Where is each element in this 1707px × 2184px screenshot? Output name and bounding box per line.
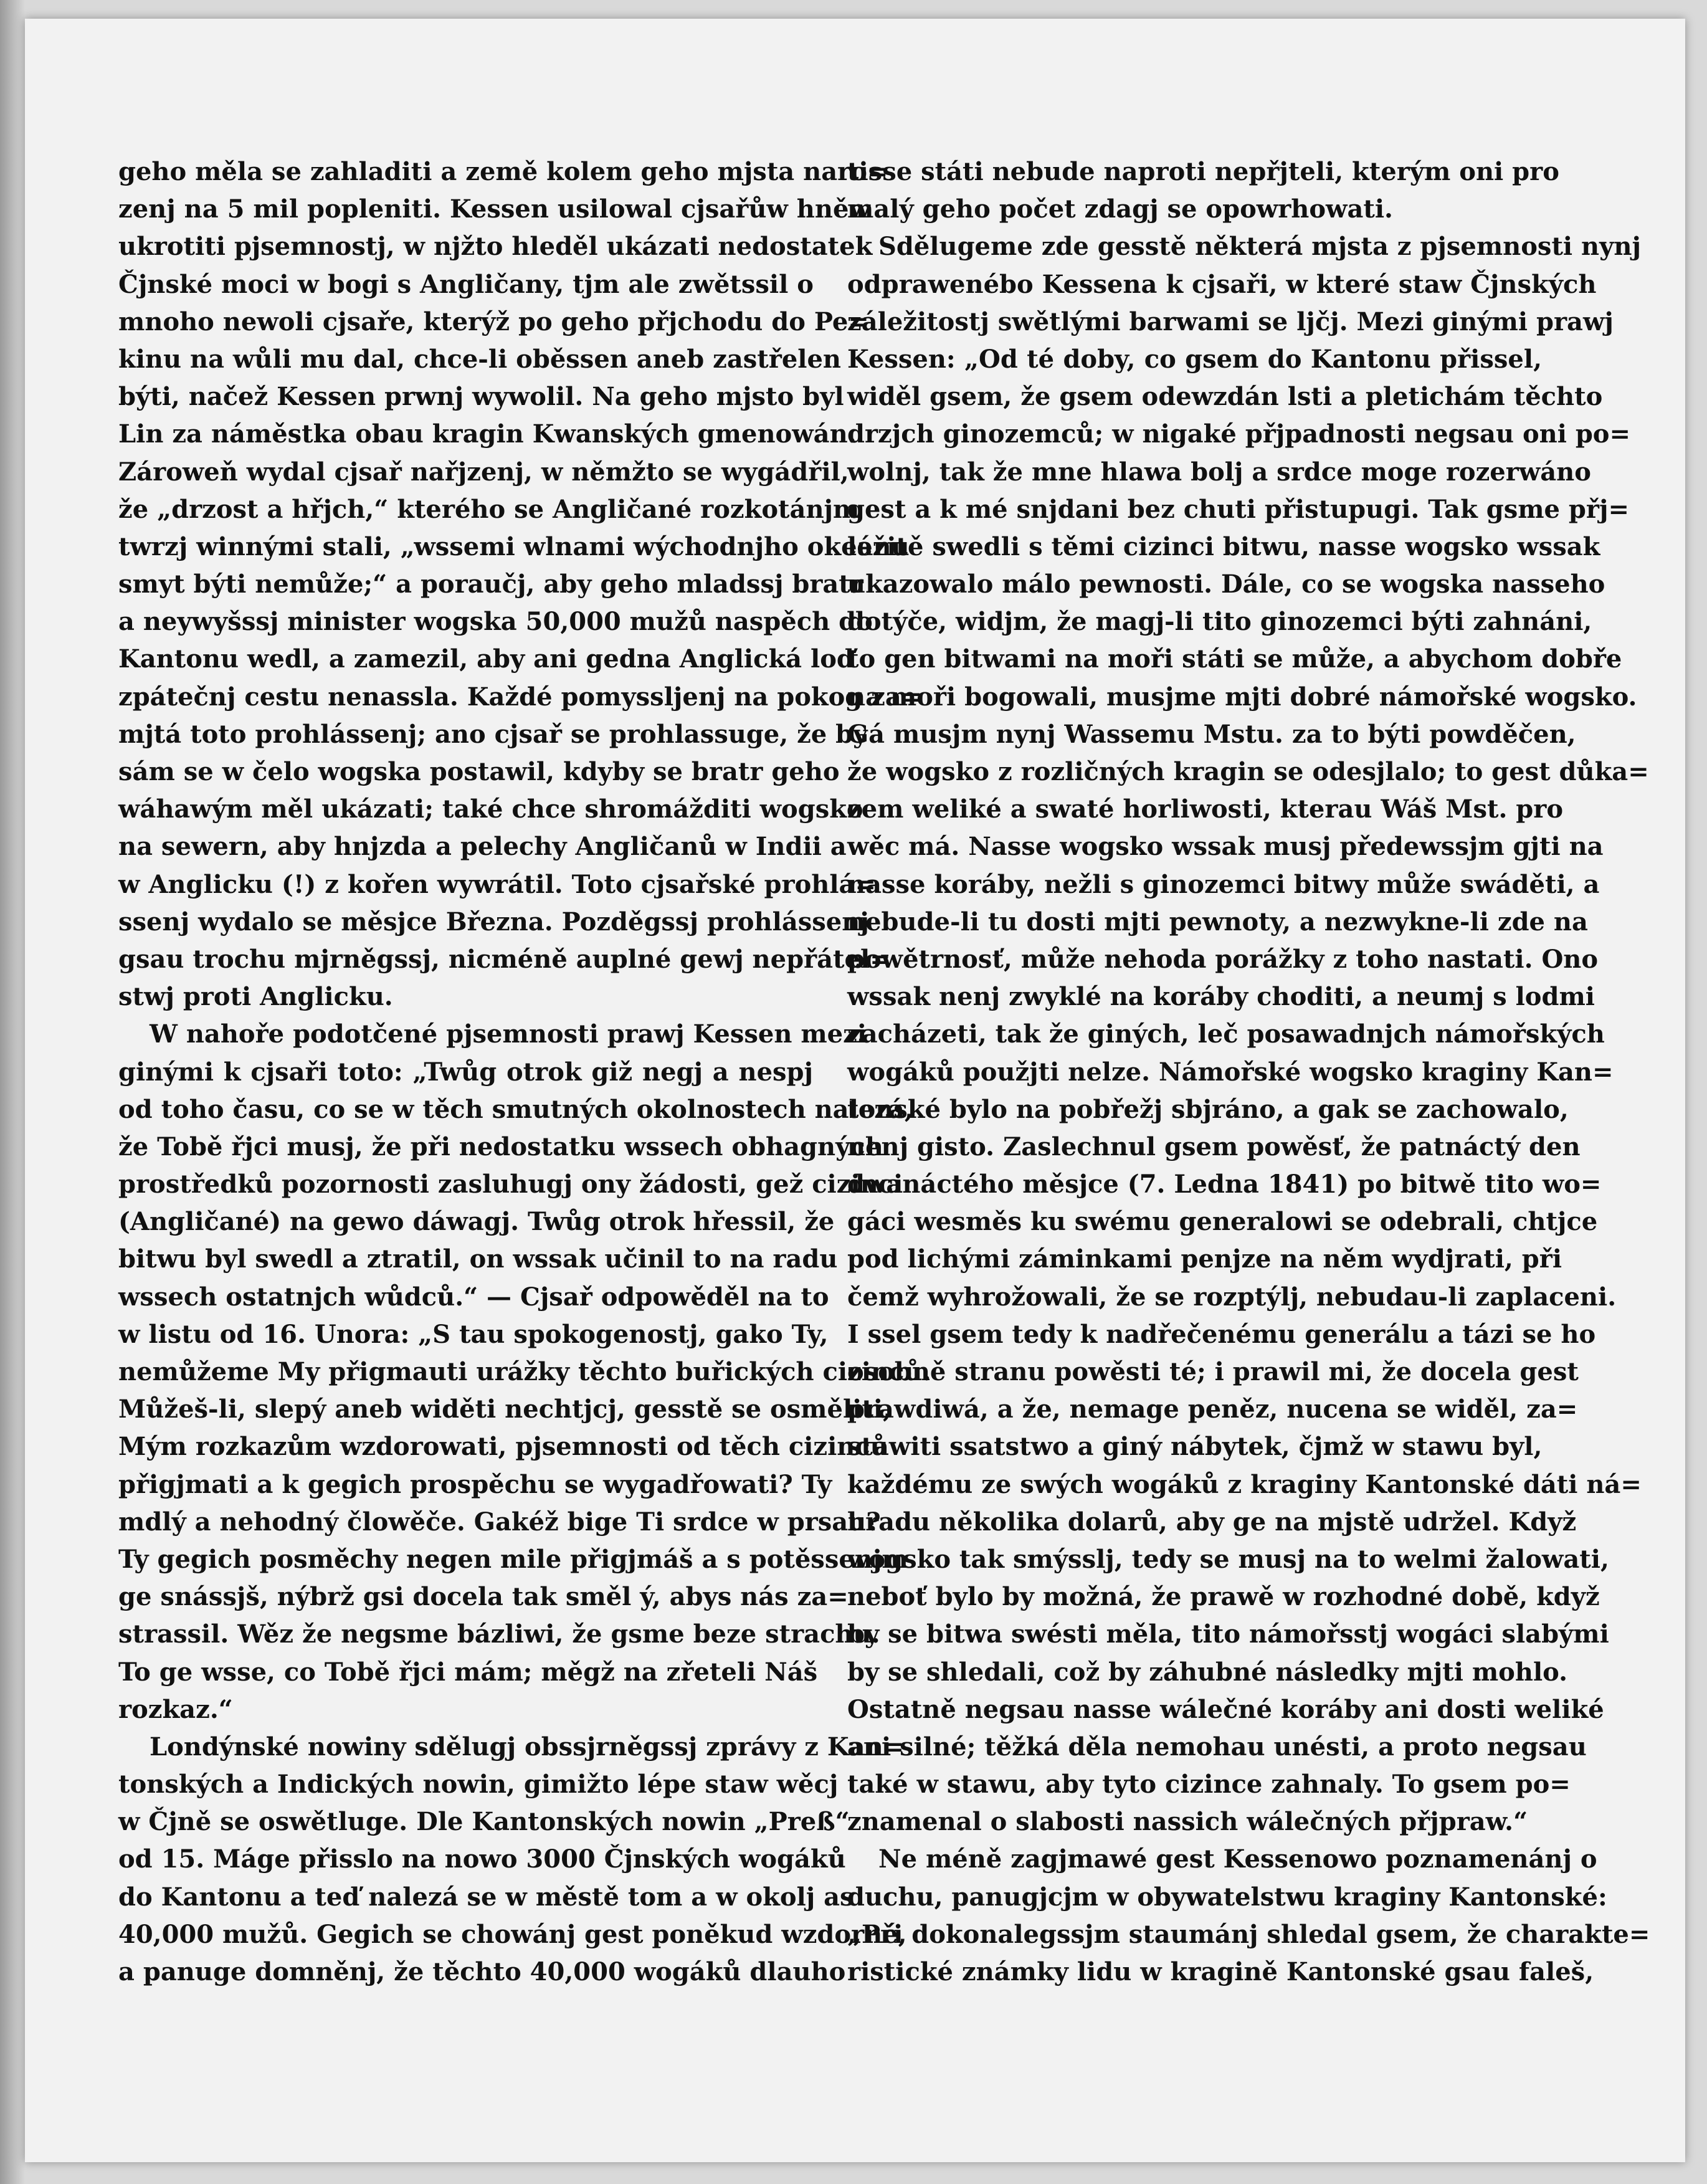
text-line: ristické známky lidu w kragině Kantonské gsau faleš, — [847, 1957, 1594, 1986]
text-line: na sewern, aby hnjzda a pelechy Angličanů w Indii a — [118, 832, 847, 862]
text-line: osobně stranu powěsti té; i prawil mi, že docela gest — [847, 1357, 1579, 1386]
text-line: od toho času, co se w těch smutných okolnostech nalezá, — [118, 1094, 913, 1124]
text-line: a panuge domněnj, že těchto 40,000 wogáků dlauho — [118, 1957, 846, 1986]
document-page — [25, 19, 1685, 2162]
text-line: stwj proti Anglicku. — [118, 982, 393, 1012]
text-line: mjtá toto prohlássenj; ano cjsař se prohlassuge, že by — [118, 719, 868, 749]
text-line: ginými k cjsaři toto: „Twůg otrok giž negj a nespj — [118, 1057, 813, 1087]
text-line: dotýče, widjm, že magj-li tito ginozemci býti zahnáni, — [847, 607, 1592, 637]
text-line: by se bitwa swésti měla, tito námořsstj wogáci slabými — [847, 1619, 1609, 1649]
text-line: Lin za náměstka obau kragin Kwanských gmenowán. — [118, 419, 857, 449]
text-line: gáci wesměs ku swému generalowi se odebrali, chtjce — [847, 1207, 1598, 1237]
text-line: wáhawým měl ukázati; také chce shromážditi wogsko — [118, 794, 863, 824]
text-line: w Anglicku (!) z kořen wywrátil. Toto cjsařské prohlá= — [118, 869, 876, 899]
text-line: Gá musjm nynj Wassemu Mstu. za to býti powděčen, — [847, 719, 1576, 749]
text-line: wssech ostatnjch wůdců.“ — Cjsař odpowěděl na to — [118, 1282, 829, 1312]
text-line: wogáků použjti nelze. Námořské wogsko kraginy Kan= — [847, 1057, 1614, 1087]
text-line: hradu několika dolarů, aby ge na mjstě udržel. Když — [847, 1507, 1577, 1537]
text-line: by se shledali, což by záhubné následky mjti mohlo. — [847, 1657, 1568, 1687]
text-line: Ty gegich posměchy negen mile přigjmáš a s potěssenjm — [118, 1544, 908, 1574]
text-line: ukrotiti pjsemnostj, w njžto hleděl ukázati nedostatek — [118, 232, 873, 262]
text-line: znamenal o slabosti nassich wálečných přjpraw.“ — [847, 1807, 1528, 1837]
text-line: 40,000 mužů. Gegich se chowánj gest poněkud wzdorné, — [118, 1919, 907, 1949]
text-line: zenj na 5 mil popleniti. Kessen usilowal cjsařůw hněw — [118, 194, 870, 224]
text-line: a neywyšssj minister wogska 50,000 mužů naspěch do — [118, 607, 873, 637]
text-line: do Kantonu a teď nalezá se w městě tom a w okolj as — [118, 1882, 854, 1912]
right-text-column — [847, 153, 1650, 1991]
text-line: (Angličané) na gewo dáwagj. Twůg otrok hřessil, že — [118, 1207, 835, 1237]
text-line: nemůžeme My přigmauti urážky těchto buřických cizinců. — [118, 1357, 931, 1386]
text-line: smyt býti nemůže;“ a poraučj, aby geho mladssj bratr — [118, 570, 863, 599]
text-line: wogsko tak smýsslj, tedy se musj na to welmi žalowati, — [847, 1544, 1609, 1574]
text-line: mdlý a nehodný člowěče. Gakéž bige Ti srdce w prsau? — [118, 1507, 881, 1537]
text-line: duchu, panugjcjm w obywatelstwu kraginy Kantonské: — [847, 1882, 1607, 1912]
text-line: bitwu byl swedl a ztratil, on wssak učinil to na radu — [118, 1244, 838, 1274]
text-line: Zároweň wydal cjsař nařjzenj, w němžto se wygádřil, — [118, 457, 849, 487]
text-line: malý geho počet zdagj se opowrhowati. — [847, 194, 1393, 224]
text-line: že wogsko z rozličných kragin se odesjlalo; to gest důka= — [847, 757, 1649, 786]
text-line: býti, načež Kessen prwnj wywolil. Na geho mjsto byl — [118, 382, 844, 412]
text-line: prostředků pozornosti zasluhugj ony žádosti, gež cizinci — [118, 1170, 903, 1199]
text-line: W nahoře podotčené pjsemnosti prawj Kessen mezi — [150, 1019, 867, 1049]
text-line: že „drzost a hřjch,“ kterého se Angličané rozkotánjm — [118, 494, 860, 524]
text-line: wolnj, tak že mne hlawa bolj a srdce moge rozerwáno — [847, 457, 1591, 487]
text-line: Londýnské nowiny sdělugj obssjrněgssj zprávy z Kan= — [150, 1732, 905, 1762]
text-line: Můžeš-li, slepý aneb widěti nechtjcj, gesstě se osměliti, — [118, 1395, 892, 1424]
text-line: nebude-li tu dosti mjti pewnoty, a nezwykne-li zde na — [847, 907, 1588, 937]
text-line: zacházeti, tak že giných, leč posawadnjch námořských — [847, 1019, 1605, 1049]
text-line: dwanáctého měsjce (7. Ledna 1841) po bitwě tito wo= — [847, 1170, 1602, 1199]
text-line: rozkaz.“ — [118, 1694, 233, 1724]
text-line: ssenj wydalo se měsjce Března. Pozděgssj prohlássenj — [118, 907, 869, 937]
text-line: „Při dokonalegssjm staumánj shledal gsem, že charakte= — [847, 1919, 1650, 1949]
text-line: wssak nenj zwyklé na koráby choditi, a neumj s lodmi — [847, 982, 1595, 1012]
text-line: každému ze swých wogáků z kraginy Kantonské dáti ná= — [847, 1469, 1642, 1499]
text-line: To ge wsse, co Tobě řjci mám; měgž na zřeteli Náš — [118, 1657, 818, 1687]
text-line: od 15. Máge přisslo na nowo 3000 Čjnských wogáků — [118, 1844, 846, 1874]
text-line: mnoho newoli cjsaře, kterýž po geho přjchodu do Pe= — [118, 307, 869, 336]
text-line: Kantonu wedl, a zamezil, aby ani gedna Anglická loď — [118, 644, 854, 674]
text-line: gsau trochu mjrněgssj, nicméně auplné gewj nepřátel= — [118, 944, 891, 974]
text-line: zem weliké a swaté horliwosti, kterau Wáš Mst. pro — [847, 794, 1564, 824]
text-line: ležitě swedli s těmi cizinci bitwu, nasse wogsko wssak — [847, 532, 1600, 561]
text-line: nasse koráby, nežli s ginozemci bitwy může swáděti, a — [847, 869, 1600, 899]
text-line: přigjmati a k gegich prospěchu se wygadřowati? Ty — [118, 1469, 832, 1499]
text-line: Sdělugeme zde gesstě některá mjsta z pjsemnosti nynj — [878, 232, 1641, 262]
text-line: stawiti ssatstwo a giný nábytek, čjmž w stawu byl, — [847, 1432, 1543, 1462]
text-line: Kessen: „Od té doby, co gsem do Kantonu přissel, — [847, 344, 1542, 374]
text-line: tisse státi nebude naproti nepřjteli, kterým oni pro — [847, 157, 1559, 186]
text-line: widěl gsem, že gsem odewzdán lsti a pletichám těchto — [847, 382, 1603, 412]
left-text-column — [118, 153, 931, 1991]
text-line: čemž wyhrožowali, že se rozptýlj, nebudau-li zaplaceni. — [847, 1282, 1617, 1312]
text-line: I ssel gsem tedy k nadřečenému generálu a tázi se ho — [847, 1319, 1596, 1349]
text-line: ukazowalo málo pewnosti. Dále, co se wogska nasseho — [847, 570, 1605, 599]
text-line: w listu od 16. Unora: „S tau spokogenostj, gako Ty, — [118, 1319, 829, 1349]
text-line: ge snássjš, nýbrž gsi docela tak směl ý, abys nás za= — [118, 1582, 849, 1612]
text-line: sám se w čelo wogska postawil, kdyby se bratr geho — [118, 757, 840, 786]
scan-left-edge — [0, 0, 25, 2184]
text-line: odprawenébo Kessena k cjsaři, w které staw Čjnských — [847, 269, 1597, 299]
text-line: neboť bylo by možná, že prawě w rozhodné době, když — [847, 1582, 1600, 1612]
text-line: pod lichými záminkami penjze na něm wydjrati, při — [847, 1244, 1562, 1274]
text-line: w Čjně se oswětluge. Dle Kantonských nowin „Preß“ — [118, 1807, 850, 1837]
text-line: Čjnské moci w bogi s Angličany, tjm ale zwětssil o — [118, 269, 814, 299]
text-line: záležitostj swětlými barwami se ljčj. Mezi ginými prawj — [847, 307, 1614, 336]
text-line: powětrnosť, může nehoda porážky z toho nastati. Ono — [847, 944, 1599, 974]
text-line: také w stawu, aby tyto cizince zahnaly. To gsem po= — [847, 1770, 1571, 1800]
text-line: Mým rozkazům wzdorowati, pjsemnosti od těch cizinců — [118, 1432, 888, 1462]
text-line: to gen bitwami na moři státi se může, a abychom dobře — [847, 644, 1622, 674]
text-line: na moři bogowali, musjme mjti dobré námořské wogsko. — [847, 682, 1637, 712]
text-line: geho měla se zahladiti a země kolem geho mjsta naro= — [118, 157, 888, 186]
text-line: tonských a Indických nowin, gimižto lépe staw wěcj — [118, 1770, 839, 1800]
text-line: Ostatně negsau nasse wálečné koráby ani dosti weliké — [847, 1694, 1604, 1724]
text-line: kinu na wůli mu dal, chce-li oběssen aneb zastřelen — [118, 344, 841, 374]
text-line: strassil. Wěz že negsme bázliwi, že gsme beze strachu. — [118, 1619, 880, 1649]
text-line: nenj gisto. Zaslechnul gsem powěsť, že patnáctý den — [847, 1132, 1581, 1161]
text-line: ani silné; těžká děla nemohau unésti, a proto negsau — [847, 1732, 1587, 1762]
text-line: Ne méně zagjmawé gest Kessenowo poznamenánj o — [878, 1844, 1597, 1874]
text-line: drzjch ginozemců; w nigaké přjpadnosti negsau oni po= — [847, 419, 1630, 449]
text-line: prawdiwá, a že, nemage peněz, nucena se widěl, za= — [847, 1395, 1578, 1424]
text-line: že Tobě řjci musj, že při nedostatku wssech obhagných — [118, 1132, 883, 1161]
text-line: gest a k mé snjdani bez chuti přistupugi. Tak gsme přj= — [847, 494, 1629, 524]
text-line: wěc má. Nasse wogsko wssak musj předewssjm gjti na — [847, 832, 1604, 862]
text-line: zpátečnj cestu nenassla. Každé pomyssljenj na pokog za= — [118, 682, 923, 712]
text-line: twrzj winnými stali, „wssemi wlnami wýchodnjho okeánu — [118, 532, 910, 561]
text-line: tonské bylo na pobřežj sbjráno, a gak se zachowalo, — [847, 1094, 1569, 1124]
